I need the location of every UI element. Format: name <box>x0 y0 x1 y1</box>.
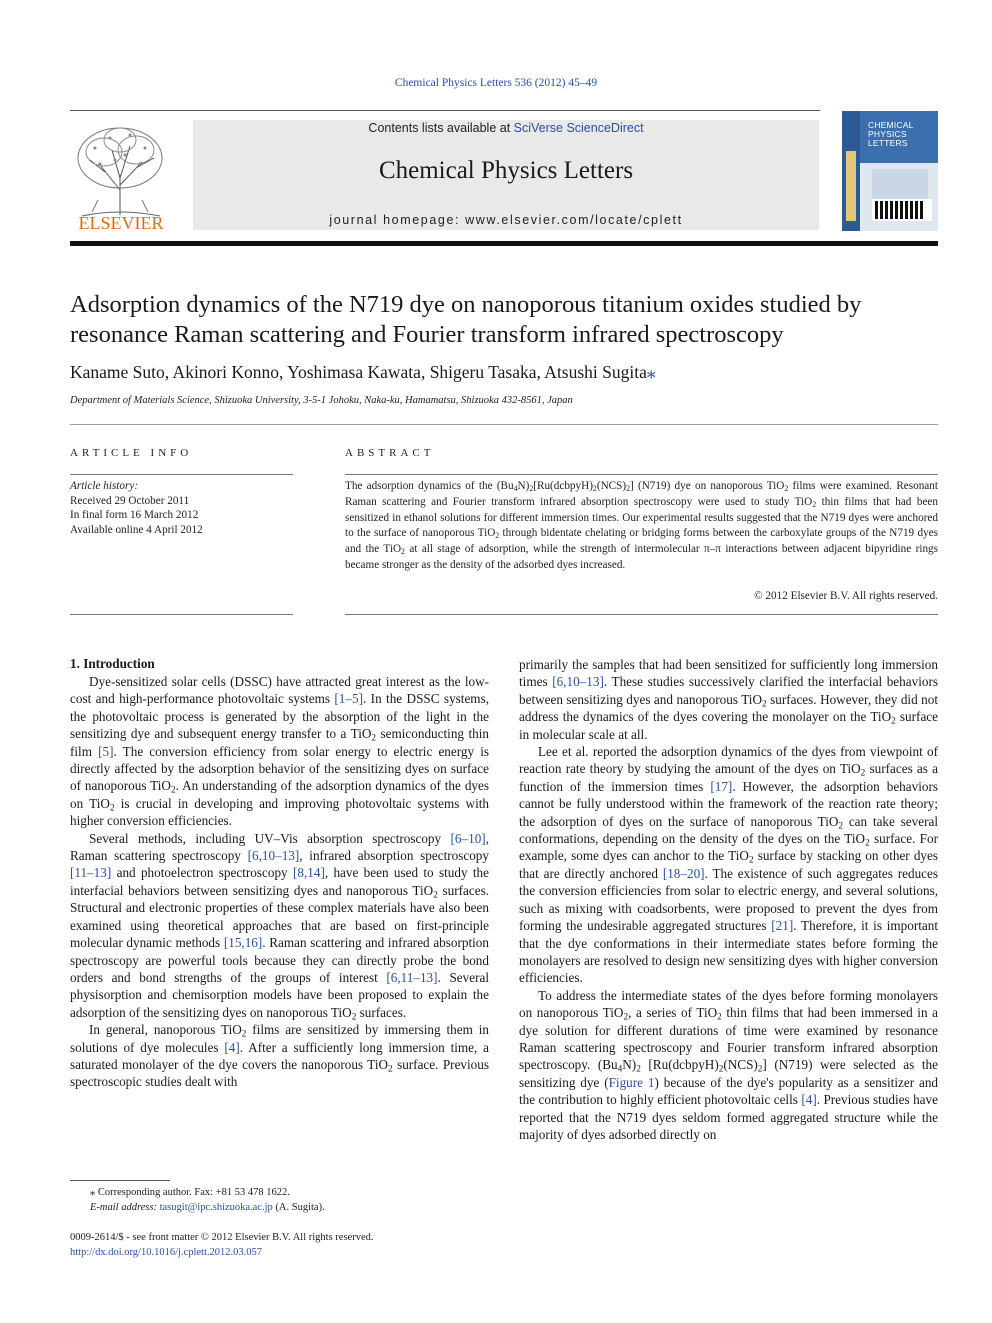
elsevier-logo <box>70 120 172 232</box>
affiliation: Department of Materials Science, Shizuoka University, 3-5-1 Johoku, Naka-ku, Hamamatsu, Shizuoka 432-8561, Japan <box>70 395 573 406</box>
figure-link[interactable]: Figure 1 <box>608 1074 655 1090</box>
body-paragraph: Several methods, including UV–Vis absorption spectroscopy [6–10], Raman scattering spectroscopy [6,10–13], infrared absorption spectroscopy [11–13] and photoelectron spectroscopy [8,14], have been used to study the interfacial behaviors between sensitizing dyes and nanoporous TiO$_2$ surfaces. Structural and electronic properties of these complex materials have also been examined using theoretical approaches that are based on first-principle molecular dynamic methods [15,16]. Raman scattering and infrared absorption spectroscopy are powerful tools because they can directly probe the bond orders and bond strengths of the groups of interest [6,11–13]. Several physisorption and chemisorption models have been proposed to explain the adsorption of the sensitizing dyes on nanoporous TiO$_2$ surfaces. <box>70 830 490 1022</box>
copyright-notice: © 2012 Elsevier B.V. All rights reserved. <box>754 590 938 602</box>
footnote-corresponding: ⁎ Corresponding author. Fax: +81 53 478 1622. <box>90 1187 290 1198</box>
citation-link[interactable]: [4] <box>801 1092 817 1108</box>
body-paragraph: In general, nanoporous TiO$_2$ films are sensitized by immersing them in solutions of dye molecules [4]. After a sufficiently long immersion time, a saturated monolayer of the dye covers the nanoporous TiO$_2$ surface. Previous spectroscopic studies dealt with <box>70 1022 489 1090</box>
corresponding-author-footnote <box>70 1186 490 1215</box>
citation-link[interactable]: [8,14] <box>292 865 325 881</box>
body-paragraph: Dye-sensitized solar cells (DSSC) have attracted great interest as the low-cost and high-performance photovoltaic systems [1–5]. In the DSSC systems, the photovoltaic process is generated by the absorption of the light in the sensitizing dye and subsequent energy transfer to a TiO$_2$ semiconducting thin film [5]. The conversion efficiency from solar energy to electric energy is directly affected by the adsorption behavior of the sensitizing dyes on surface of nanoporous TiO$_2$. An understanding of the adsorption dynamics of the dyes on TiO$_2$ is crucial in developing and improving photovoltaic systems with higher conversion efficiencies. <box>70 674 490 829</box>
email-link[interactable]: tasugit@ipc.shizuoka.ac.jp <box>159 1201 273 1213</box>
citation-link[interactable]: [5] <box>98 743 114 759</box>
abstract-rule <box>345 474 938 475</box>
email-label: E-mail address: <box>90 1201 160 1213</box>
journal-citation[interactable]: Chemical Physics Letters 536 (2012) 45–49 <box>394 77 598 89</box>
journal-homepage[interactable]: journal homepage: www.elsevier.com/locate/cplett <box>329 213 683 227</box>
citation-link[interactable]: [11–13] <box>70 865 112 881</box>
history-final-form: In final form 16 March 2012 <box>70 509 199 521</box>
journal-cover <box>842 111 938 231</box>
history-received: Received 29 October 2011 <box>70 494 190 507</box>
citation-link[interactable]: [6–10] <box>450 830 486 846</box>
contents-prefix: Contents lists available at <box>368 121 514 135</box>
elsevier-tree-icon <box>70 120 172 232</box>
authors-text: Kaname Suto, Akinori Konno, Yoshimasa Kawata, Shigeru Tasaka, Atsushi Sugita <box>70 362 647 382</box>
issn-line: 0009-2614/$ - see front matter © 2012 Elsevier B.V. All rights reserved. <box>70 1232 374 1243</box>
body-paragraph: To address the intermediate states of the dyes before forming monolayers on nanoporous TiO$_2$, a series of TiO$_2$ thin films that had been immersed in a dye solution for different durations of time were examined by resonance Raman scattering spectroscopy and Fourier transform infrared absorption spectroscopy. $(Bu_4N)_2$ $[Ru(dcbpyH)_2(NCS)_2]$ (N719) were selected as the sensitizing dye (Figure 1) because of the dye's popularity as a sensitizer and the contribution to highly efficient photovoltaic cells [4]. Previous studies have reported that the N719 dyes seldom formed aggregated structure while the majority of dyes adsorbed directly on <box>519 987 939 1142</box>
body-column-right <box>519 656 938 1143</box>
abstract-heading: ABSTRACT <box>345 447 435 459</box>
history-online: Available online 4 April 2012 <box>70 523 203 536</box>
body-paragraph: Lee et al. reported the adsorption dynamics of the dyes from viewpoint of reaction rate theory by studying the amount of the dyes on TiO$_2$ surfaces as a function of the immersion times [17]. However, the adsorption behaviors cannot be fully understood within the framework of the reaction rate theory; the adsorption of dyes on the surface of nanoporous TiO$_2$ can take several conformations, depending on the density of the dyes on the TiO$_2$ surface. For example, some dyes can anchor to the TiO$_2$ surface by stacking on other dyes that are directly anchored [18–20]. The existence of such aggregates reduces the conversion efficiencies from solar to electric energy, and several solutions, such as mixing with coadsorbents, were proposed to prevent the dyes from forming the undesirable aggregated structures [21]. Therefore, it is important that the dye conformations in their intermediate states before forming the monolayers are resolved to design new sensitizing dyes with higher conversion efficiencies. <box>519 744 939 986</box>
elsevier-wordmark: ELSEVIER <box>78 213 164 232</box>
article-info-rule <box>70 614 293 615</box>
citation-link[interactable]: [4] <box>224 1039 240 1055</box>
history-label: Article history: <box>70 480 139 492</box>
citation-link[interactable]: [6,10–13] <box>247 848 300 864</box>
body-column-left <box>70 673 489 1091</box>
citation-link[interactable]: [15,16] <box>223 935 263 951</box>
footnote-email <box>70 1201 490 1216</box>
cover-title <box>868 121 914 148</box>
cover-title-line: CHEMICAL <box>868 120 914 130</box>
body-paragraph: primarily the samples that had been sensitized for sufficiently long immersion times [6,10–13]. These studies successively clarified the interfacial behaviors between sensitizing dyes and nanoporous TiO$_2$ surfaces. However, they did not address the dynamics of the dyes covering the monolayer on the TiO$_2$ surface in molecular scale at all. <box>519 657 938 742</box>
footnote-rule <box>70 1180 170 1181</box>
cover-title-line: PHYSICS <box>868 129 907 139</box>
doi-link[interactable]: http://dx.doi.org/10.1016/j.cplett.2012.03.057 <box>70 1246 263 1258</box>
section-heading-introduction: 1. Introduction <box>70 656 155 671</box>
issn-block <box>70 1231 373 1260</box>
title-rule <box>70 424 938 425</box>
abstract-rule <box>345 614 938 615</box>
email-suffix: (A. Sugita). <box>272 1201 325 1213</box>
citation-link[interactable]: [21] <box>771 918 794 934</box>
journal-title: Chemical Physics Letters <box>378 157 634 184</box>
citation-link[interactable]: [1–5] <box>334 691 363 707</box>
citation-link[interactable]: [18–20] <box>662 865 705 881</box>
header-rule <box>70 110 820 111</box>
article-info-rule <box>70 474 293 475</box>
cover-title-line: LETTERS <box>868 138 908 148</box>
header-thick-rule <box>70 241 938 246</box>
sciencedirect-link[interactable]: SciVerse ScienceDirect <box>513 121 644 135</box>
contents-line <box>193 121 819 135</box>
citation-link[interactable]: [17] <box>710 778 733 794</box>
abstract-text: The adsorption dynamics of the $(Bu_4N)_2[Ru(dcbpyH)_2(NCS)_2]$ (N719) dye on nanoporous TiO$_2$ films were examined. Resonant Raman scattering and Fourier transform infrared absorption spectroscopy were used to study TiO$_2$ thin films that had been sensitized in ethanol solutions for different immersion times. Our experimental results suggested that the N719 dyes were anchored to the surface of nanoporous TiO$_2$ through bidentate chelating or bridging forms between the carboxylate groups of the N719 dyes and the TiO$_2$ at all stage of adsorption, while the strength of intermolecular π–π interactions between adjacent bipyridine rings became stronger as the density of the adsorbed dyes increased. <box>345 480 938 571</box>
citation-link[interactable]: [6,11–13] <box>386 969 438 985</box>
corresponding-author-mark[interactable]: ⁎ <box>646 362 656 382</box>
citation-link[interactable]: [6,10–13] <box>552 674 604 690</box>
author-list <box>70 362 656 383</box>
article-info-heading: ARTICLE INFO <box>70 447 193 459</box>
article-title: Adsorption dynamics of the N719 dye on nanoporous titanium oxides studied by resonance Raman scattering and Fourier transform infrared spectroscopy <box>70 291 862 348</box>
article-history <box>70 479 203 537</box>
